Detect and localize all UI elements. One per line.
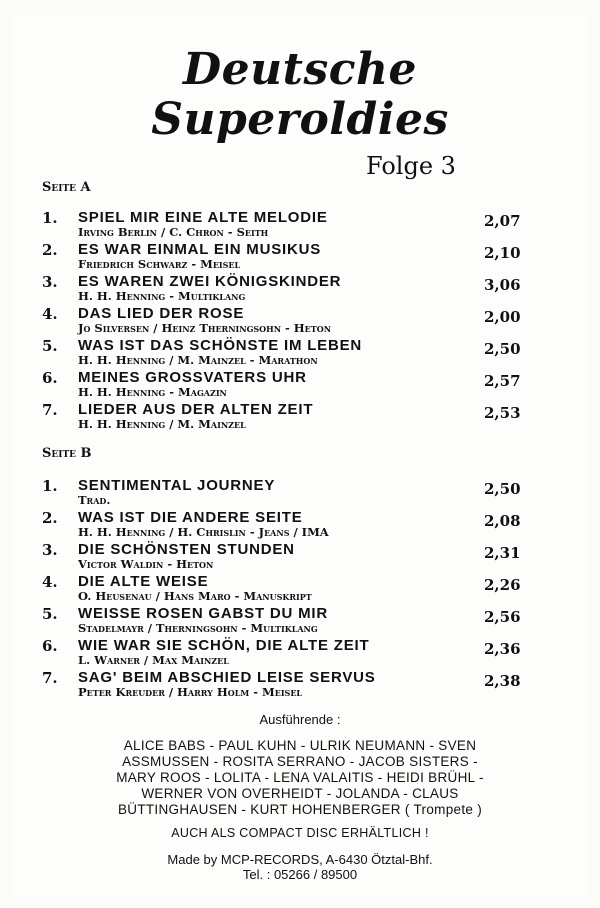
- track-title: DIE ALTE WEISE: [78, 573, 209, 590]
- track-duration: 2,10: [484, 244, 521, 262]
- performers-line: MARY ROOS - LOLITA - LENA VALAITIS - HEIDI BRÜHL -: [116, 770, 484, 785]
- track-duration: 2,56: [484, 608, 521, 626]
- performers-line: ASSMUSSEN - ROSITA SERRANO - JACOB SISTERS -: [122, 754, 478, 769]
- track-number: 6.: [42, 369, 58, 387]
- track-number: 4.: [42, 305, 58, 323]
- track-credits: H. H. Henning - Magazin: [78, 385, 227, 399]
- track-title: WEISSE ROSEN GABST DU MIR: [78, 605, 329, 622]
- side-b-label: Seite B: [42, 446, 92, 461]
- performers-line: ALICE BABS - PAUL KUHN - ULRIK NEUMANN - SVEN: [123, 738, 477, 753]
- track-credits: Peter Kreuder / Harry Holm - Meisel: [78, 685, 303, 699]
- track-credits: L. Warner / Max Mainzel: [78, 653, 229, 667]
- track-credits: Jo Silversen / Heinz Therningsohn - Heton: [78, 321, 332, 335]
- track-credits: Trad.: [78, 493, 111, 507]
- track-title: SENTIMENTAL JOURNEY: [78, 477, 276, 494]
- track-duration: 2,26: [484, 576, 521, 594]
- track-number: 3.: [42, 273, 58, 291]
- title-line-1: Deutsche: [182, 44, 417, 95]
- track-credits: H. H. Henning / M. Mainzel: [78, 417, 246, 431]
- track-credits: Stadelmayr / Therningsohn - Multiklang: [78, 621, 318, 635]
- track-duration: 2,00: [484, 308, 521, 326]
- track-title: LIEDER AUS DER ALTEN ZEIT: [78, 401, 314, 418]
- performers-heading: Ausführende :: [259, 712, 341, 727]
- manufacturer-line: Made by MCP-RECORDS, A-6430 Ötztal-Bhf.: [167, 852, 433, 867]
- track-duration: 2,07: [484, 212, 521, 230]
- track-title: WAS IST DAS SCHÖNSTE IM LEBEN: [78, 337, 363, 354]
- track-title: SPIEL MIR EINE ALTE MELODIE: [78, 209, 328, 226]
- track-credits: H. H. Henning / H. Chrislin - Jeans / IMA: [78, 525, 329, 539]
- track-credits: O. Heusenau / Hans Maro - Manuskript: [78, 589, 312, 603]
- track-number: 7.: [42, 669, 58, 687]
- track-duration: 2,36: [484, 640, 521, 658]
- track-duration: 2,31: [484, 544, 521, 562]
- track-title: MEINES GROSSVATERS UHR: [78, 369, 307, 386]
- track-number: 6.: [42, 637, 58, 655]
- volume-label: Folge 3: [366, 152, 456, 180]
- track-credits: Irving Berlin / C. Chron - Seith: [78, 225, 269, 239]
- track-title: SAG' BEIM ABSCHIED LEISE SERVUS: [78, 669, 376, 686]
- track-duration: 2,38: [484, 672, 521, 690]
- track-title: ES WAREN ZWEI KÖNIGSKINDER: [78, 273, 342, 290]
- phone-line: Tel. : 05266 / 89500: [242, 867, 358, 882]
- track-title: WAS IST DIE ANDERE SEITE: [78, 509, 303, 526]
- track-number: 5.: [42, 337, 58, 355]
- track-number: 2.: [42, 509, 58, 527]
- track-title: ES WAR EINMAL EIN MUSIKUS: [78, 241, 322, 258]
- track-number: 4.: [42, 573, 58, 591]
- title-line-2: Superoldies: [151, 94, 449, 145]
- track-duration: 2,57: [484, 372, 521, 390]
- track-title: WIE WAR SIE SCHÖN, DIE ALTE ZEIT: [78, 637, 370, 654]
- track-credits: Victor Waldin - Heton: [78, 557, 214, 571]
- track-duration: 2,50: [484, 340, 521, 358]
- track-number: 2.: [42, 241, 58, 259]
- track-duration: 2,08: [484, 512, 521, 530]
- track-number: 1.: [42, 209, 58, 227]
- track-number: 7.: [42, 401, 58, 419]
- track-title: DIE SCHÖNSTEN STUNDEN: [78, 541, 295, 558]
- track-credits: H. H. Henning - Multiklang: [78, 289, 246, 303]
- track-duration: 2,53: [484, 404, 521, 422]
- track-duration: 3,06: [484, 276, 521, 294]
- track-duration: 2,50: [484, 480, 521, 498]
- track-number: 1.: [42, 477, 58, 495]
- performers-line: BÜTTINGHAUSEN - KURT HOHENBERGER ( Trompete ): [117, 802, 483, 817]
- compact-disc-note: AUCH ALS COMPACT DISC ERHÄLTLICH !: [171, 826, 429, 840]
- track-number: 3.: [42, 541, 58, 559]
- side-a-label: Seite A: [42, 180, 91, 195]
- track-number: 5.: [42, 605, 58, 623]
- track-title: DAS LIED DER ROSE: [78, 305, 245, 322]
- track-credits: H. H. Henning / M. Mainzel - Marathon: [78, 353, 318, 367]
- track-credits: Friedrich Schwarz - Meisel: [78, 257, 241, 271]
- performers-line: WERNER VON OVERHEIDT - JOLANDA - CLAUS: [141, 786, 459, 801]
